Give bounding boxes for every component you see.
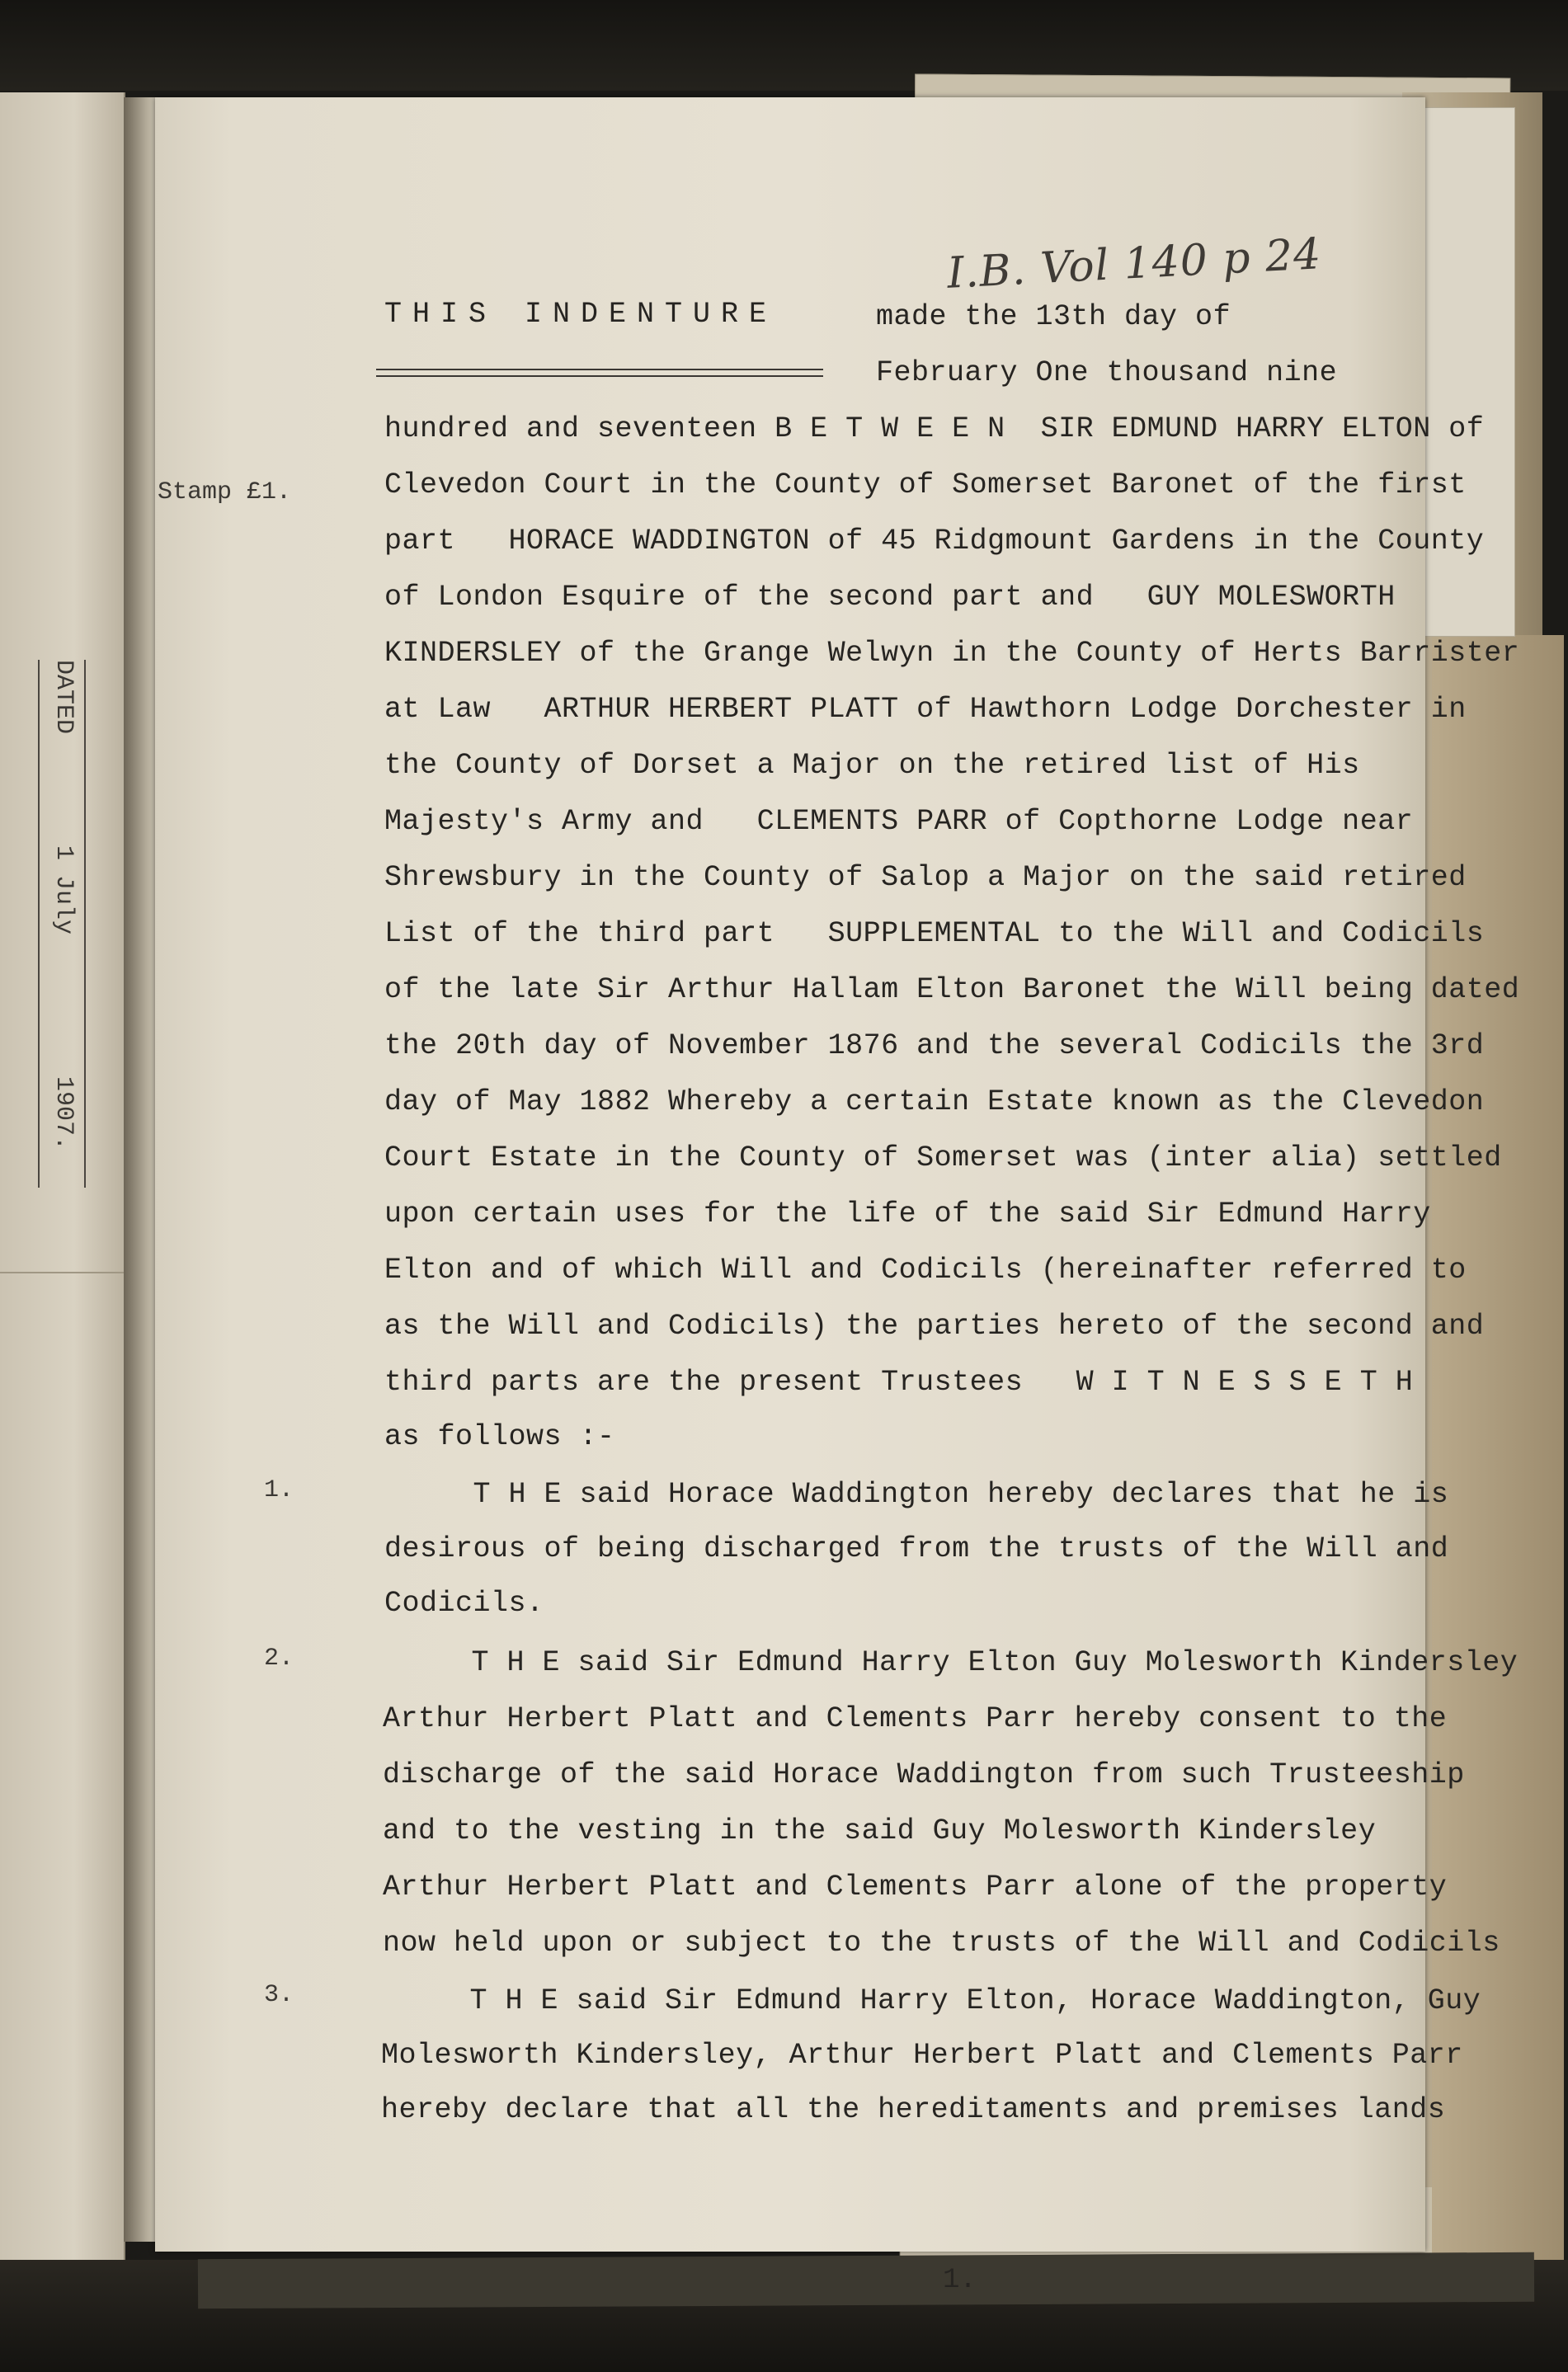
clause-line: Codicils.	[384, 1587, 544, 1620]
clause-number: 3.	[264, 1981, 294, 2009]
body-line: part HORACE WADDINGTON of 45 Ridgmount Gardens in the County	[384, 525, 1485, 558]
stamp-note: Stamp £1.	[158, 478, 292, 506]
body-line: third parts are the present Trustees W I T N E S S E T H	[384, 1366, 1414, 1399]
document-page	[155, 97, 1520, 2296]
body-line: as follows :-	[384, 1420, 615, 1453]
heading-date-line-1: made the 13th day of	[876, 300, 1231, 333]
dated-year: 1907.	[49, 1076, 78, 1151]
clause-line: T H E said Horace Waddington hereby declares that he is	[384, 1478, 1449, 1511]
clause-line: hereby declare that all the hereditaments and premises lands	[381, 2093, 1446, 2126]
body-line: Shrewsbury in the County of Salop a Major on the said retired	[384, 861, 1467, 894]
heading-rule-2	[376, 375, 823, 377]
clause-line: T H E said Sir Edmund Harry Elton, Horace Waddington, Guy	[381, 1984, 1481, 2017]
body-line: day of May 1882 Whereby a certain Estate known as the Clevedon	[384, 1085, 1485, 1118]
indenture-title: THIS INDENTURE	[384, 298, 778, 331]
body-line: List of the third part SUPPLEMENTAL to the Will and Codicils	[384, 917, 1485, 950]
clause-line: Molesworth Kindersley, Arthur Herbert Platt and Clements Parr	[381, 2039, 1463, 2072]
clause-line: desirous of being discharged from the trusts of the Will and	[384, 1532, 1449, 1565]
body-line: the 20th day of November 1876 and the several Codicils the 3rd	[384, 1029, 1485, 1062]
dated-date: 1 July	[49, 845, 78, 935]
body-line: the County of Dorset a Major on the retired list of His	[384, 749, 1360, 782]
body-line: as the Will and Codicils) the parties hereto of the second and	[384, 1310, 1485, 1343]
body-line: Majesty's Army and CLEMENTS PARR of Copthorne Lodge near	[384, 805, 1414, 838]
body-line: Elton and of which Will and Codicils (hereinafter referred to	[384, 1254, 1467, 1287]
clause-line: and to the vesting in the said Guy Molesworth Kindersley	[383, 1814, 1377, 1847]
clause-line: Arthur Herbert Platt and Clements Parr hereby consent to the	[383, 1702, 1448, 1735]
body-line: at Law ARTHUR HERBERT PLATT of Hawthorn Lodge Dorchester in	[384, 693, 1467, 726]
body-line: of the late Sir Arthur Hallam Elton Baronet the Will being dated	[384, 973, 1520, 1006]
dated-label: DATED	[49, 660, 78, 735]
body-line: of London Esquire of the second part and GUY MOLESWORTH	[384, 581, 1396, 614]
dated-rule-bottom	[38, 660, 40, 1188]
clause-line: discharge of the said Horace Waddington from such Trusteeship	[383, 1758, 1465, 1791]
left-page-fold	[0, 1272, 124, 1273]
gutter-shadow	[124, 97, 158, 2242]
body-line: upon certain uses for the life of the said Sir Edmund Harry	[384, 1198, 1431, 1231]
dated-rule-top	[84, 660, 86, 1188]
clause-number: 1.	[264, 1476, 294, 1504]
body-line: Clevedon Court in the County of Somerset Baronet of the first	[384, 468, 1467, 501]
clause-line: now held upon or subject to the trusts of the Will and Codicils	[383, 1927, 1500, 1960]
clause-line: T H E said Sir Edmund Harry Elton Guy Molesworth Kindersley	[383, 1646, 1519, 1679]
body-line: hundred and seventeen B E T W E E N SIR EDMUND HARRY ELTON of	[384, 412, 1485, 445]
handwritten-annotation: I.B. Vol 140 p 24	[945, 229, 1323, 299]
clause-number: 2.	[264, 1645, 294, 1673]
dated-endorsement	[38, 660, 86, 1188]
cover-board	[198, 2252, 1534, 2308]
page-number: 1.	[943, 2265, 977, 2296]
heading-date-line-2: February One thousand nine	[876, 356, 1338, 389]
clause-line: Arthur Herbert Platt and Clements Parr alone of the property	[383, 1871, 1448, 1904]
body-line: Court Estate in the County of Somerset was (inter alia) settled	[384, 1141, 1502, 1174]
heading-rule-1	[376, 369, 823, 370]
body-line: KINDERSLEY of the Grange Welwyn in the County of Herts Barrister	[384, 637, 1520, 670]
